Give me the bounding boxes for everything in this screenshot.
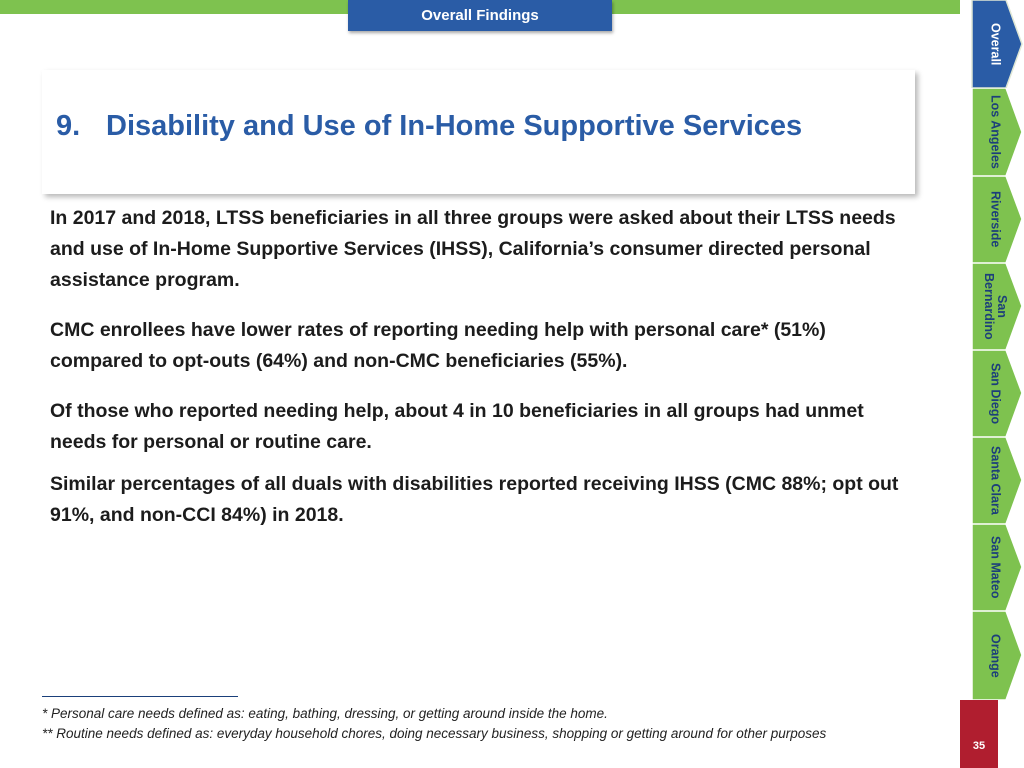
paragraph-ihss-receipt: Similar percentages of all duals with disabilities reported receiving IHSS (CMC 88%; opt out 91%, and non-CCI 84%) in 2018. — [50, 473, 899, 526]
nav-tab-san-mateo[interactable] — [960, 524, 1024, 611]
nav-tab-label: Los Angeles — [988, 95, 1003, 169]
nav-tab-orange[interactable] — [960, 611, 1024, 700]
page-title — [56, 110, 802, 143]
footnote-divider — [42, 696, 238, 697]
nav-tab-overall[interactable] — [960, 0, 1024, 88]
title-number: 9. — [56, 110, 81, 142]
overall-findings-tab[interactable]: Overall Findings — [348, 0, 612, 31]
nav-tab-label: Santa Clara — [988, 446, 1003, 515]
nav-tab-label: San Diego — [988, 362, 1003, 425]
paragraph-ltss-survey: In 2017 and 2018, LTSS beneficiaries in all three groups were asked about their LTSS needs and use of In-Home Supportive Services (IHSS), California’s consumer directed personal assistance program. — [50, 207, 896, 291]
county-nav — [960, 0, 1024, 768]
nav-tab-label: Riverside — [988, 191, 1003, 248]
nav-tab-label: San Bernardino — [982, 273, 1009, 340]
nav-tab-santa-clara[interactable] — [960, 437, 1024, 524]
nav-tab-label: San Mateo — [988, 536, 1003, 599]
paragraph-unmet-needs: Of those who reported needing help, about 4 in 10 beneficiaries in all groups had unmet needs for personal or routine care. — [50, 400, 864, 453]
paragraph-personal-care: CMC enrollees have lower rates of reporting needing help with personal care* (51%) compared to opt-outs (64%) and non-CMC beneficiaries (55%). — [50, 319, 826, 372]
nav-tab-label: Overall — [988, 22, 1003, 66]
nav-tab-san-bernardino[interactable] — [960, 263, 1024, 350]
page-number-box — [960, 700, 998, 768]
title-text: Disability and Use of In-Home Supportive Services — [106, 110, 803, 142]
page-number: 35 — [972, 740, 986, 752]
footnote-routine-needs: ** Routine needs defined as: everyday household chores, doing necessary business, shopping or getting around for other purposes — [42, 726, 827, 741]
nav-tab-san-diego[interactable] — [960, 350, 1024, 437]
nav-tab-riverside[interactable] — [960, 176, 1024, 263]
footnote-personal-care: * Personal care needs defined as: eating, bathing, dressing, or getting around inside the home. — [42, 706, 608, 721]
nav-tab-label: Orange — [988, 633, 1003, 678]
nav-tab-los-angeles[interactable] — [960, 88, 1024, 176]
